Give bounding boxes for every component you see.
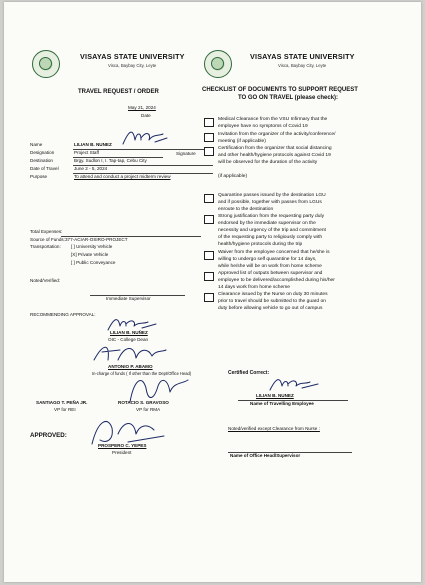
applicant-signature (119, 126, 171, 150)
source-of-funds: Source of Funds:377-ACIAR-OSIRO-PROJECT (30, 237, 128, 242)
item-2-line-2: meeting (if applicable) (218, 139, 266, 145)
immediate-supervisor-caption: Immediate Supervisor (106, 296, 151, 301)
date-value: May 21, 2024 (128, 105, 156, 110)
field-label-purpose: Purpose (30, 174, 48, 179)
noted-exception-label: Noted/verified except Clearance from Nurse : (228, 426, 320, 431)
item-1-line-2: employee have no symptoms of Covid 19 (218, 124, 308, 130)
item-4-line-3: enroute to the destination (218, 207, 274, 213)
item-6-line-2: willing to undergo self quarantine for 14 days, (218, 257, 317, 263)
item-8-line-2: prior to travel should be submitted to the guard on (218, 299, 326, 305)
item-3-line-3: will be observed for the duration of the activity (218, 160, 318, 166)
item-5-line-2: endorsed by the immediate supervisor on the (218, 221, 316, 227)
recommending-approval-label: RECOMMENDING APPROVAL: (30, 312, 96, 317)
item-4-line-2: and if possible, together with passes from LGUs (218, 200, 322, 206)
item-7-line-1: Approved list of outputs between supervisor and (218, 271, 323, 276)
transport-option-private-vehicle: [X] Private Vehicle (71, 252, 109, 257)
transport-option-university-vehicle: [ ] University Vehicle (71, 244, 113, 249)
university-name-right: VISAYAS STATE UNIVERSITY (250, 52, 355, 61)
university-name: VISAYAS STATE UNIVERSITY (80, 52, 185, 61)
vp-rei-name: SANTIAGO T. PEÑA JR. (36, 400, 88, 405)
signature-caption: Signature (176, 151, 196, 156)
checkbox-justification[interactable] (204, 215, 214, 224)
item-8-line-3: duty before allowing vehicle to go out of campus (218, 306, 323, 312)
president-name: PROSPERO C. YEPES (98, 443, 147, 448)
checklist-title-line2: TO GO ON TRAVEL (please check): (238, 95, 339, 101)
certified-correct-label: Certified Correct: (228, 370, 270, 376)
item-5-line-1: Strong justification from the requesting party duly (218, 214, 325, 219)
field-label-designation: Designation (30, 150, 55, 155)
dean-name: LILIAN B. NUÑEZ (110, 330, 148, 335)
field-label-name: Name (30, 142, 43, 147)
item-6-line-1: Waiver from the employee concerned that he/she is (218, 250, 330, 255)
field-value-destination: Brgy. Sudlon I, I. Tap-tap, Cebu City (74, 158, 147, 163)
checkbox-approved-outputs[interactable] (204, 272, 214, 281)
vp-rma-title: VP for RMA (136, 407, 161, 412)
date-label: Date (141, 113, 151, 118)
item-3-line-1: Certification from the organizer that social distancing (218, 146, 332, 151)
funds-in-charge-title: In-charge of funds ( If other than the Dept/Office Head) (92, 371, 192, 376)
university-address-right: Visca, Baybay City, Leyte (278, 63, 327, 68)
item-3-line-2: and other health/hygiene protocols against Covid 19 (218, 153, 331, 159)
university-address: Visca, Baybay City, Leyte (108, 63, 157, 68)
office-head-title: Name of Office Head/Supervisor (230, 453, 301, 458)
vp-rma-name: ROTACIO S. GRAVOSO (118, 400, 169, 405)
item-3-line-5: (if applicable) (218, 174, 248, 180)
item-7-line-2: employee to be delivered/accomplished during his/her (218, 278, 335, 284)
checkbox-invitation[interactable] (204, 133, 214, 142)
dean-title: OIC - College Dean (108, 337, 149, 342)
total-expenses-label: Total Expenses: (30, 229, 63, 234)
transportation-label: Transportation: (30, 244, 61, 249)
employee-name: LILIAN B. NUNEZ (256, 393, 294, 398)
field-label-destination: Destination (30, 158, 53, 163)
item-5-line-3: necessity and urgency of the trip and commitment (218, 228, 326, 234)
checkbox-certification[interactable] (204, 147, 214, 156)
funds-in-charge-signature (90, 340, 170, 366)
vp-rei-title: VP for REI (54, 407, 76, 412)
item-8-line-1: Clearance issued by the Nurse on duty 30 minutes (218, 292, 328, 297)
item-7-line-3: 14 days work from home scheme (218, 285, 291, 291)
document-sheet (4, 2, 421, 582)
checklist-title-line1: CHECKLIST OF DOCUMENTS TO SUPPORT REQUEST (202, 87, 358, 93)
item-2-line-1: Invitation from the organizer of the activity/conference/ (218, 132, 336, 137)
noted-verified-label: Noted/Verified: (30, 278, 61, 283)
employee-title: Name of Travelling Employee (250, 401, 314, 406)
item-5-line-5: health/hygiene protocols during the trip (218, 242, 303, 248)
field-value-designation: Project Staff (74, 150, 99, 155)
item-4-line-1: Quarantine passes issued by the destination LGU (218, 193, 326, 198)
field-value-name: LILIAN B. NUNEZ (74, 142, 112, 147)
approved-label: APPROVED: (30, 432, 67, 439)
president-title: President (112, 450, 132, 455)
checkbox-medical-clearance[interactable] (204, 118, 214, 127)
field-value-purpose: To attend and conduct a project midterm review (74, 174, 171, 179)
item-6-line-3: while he/she will be on work from home scheme (218, 264, 322, 270)
field-value-date-of-travel: June 2 - 5, 2024 (74, 166, 108, 171)
item-5-line-4: of the requesting party to religiously comply with (218, 235, 323, 241)
field-label-date-of-travel: Date of Travel (30, 166, 59, 171)
checkbox-quarantine-passes[interactable] (204, 194, 214, 203)
transport-option-public-conveyance: [ ] Public Conveyance (71, 260, 116, 265)
vsu-seal-logo-right (204, 50, 232, 78)
vsu-seal-logo (32, 50, 60, 78)
funds-in-charge-name: ANTONIO P. ABAMO (108, 364, 153, 369)
checkbox-nurse-clearance[interactable] (204, 293, 214, 302)
item-1-line-1: Medical Clearance from the VSU Infirmary that the (218, 117, 328, 122)
form-title: TRAVEL REQUEST / ORDER (78, 89, 159, 95)
checkbox-waiver[interactable] (204, 251, 214, 260)
